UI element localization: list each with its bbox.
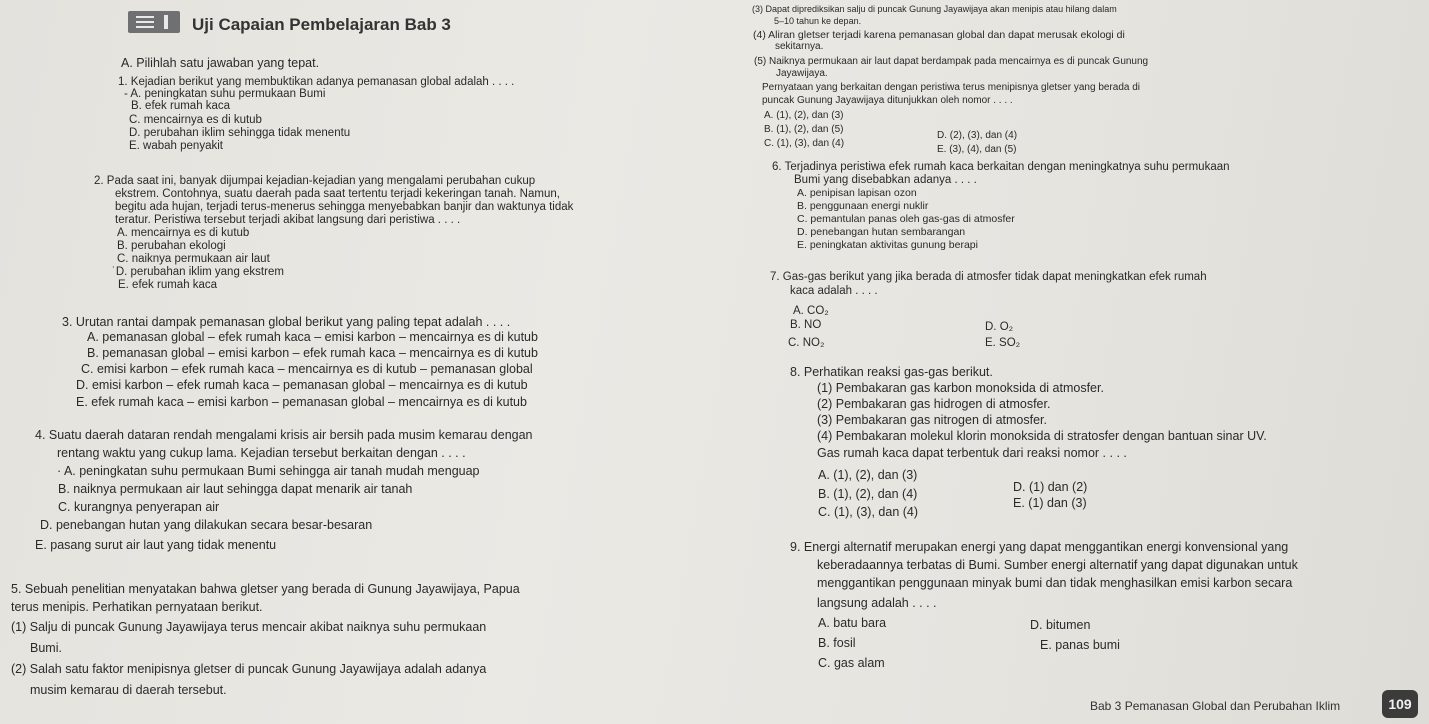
statement-1: (1) Salju di puncak Gunung Jayawijaya terus mencair akibat naiknya suhu permukaan bbox=[11, 620, 487, 634]
reaction-1: (1) Pembakaran gas karbon monoksida di atmosfer. bbox=[817, 381, 1104, 395]
option-a: A. (1), (2), dan (3) bbox=[764, 110, 844, 121]
option-a: A. pemanasan global – efek rumah kaca – emisi karbon – mencairnya es di kutub bbox=[87, 330, 538, 344]
statement-4-cont: sekitarnya. bbox=[775, 41, 824, 52]
option-d: ˙D. perubahan iklim yang ekstrem bbox=[112, 266, 284, 278]
question-line: langsung adalah . . . . bbox=[817, 596, 937, 610]
question-line: 9. Energi alternatif merupakan energi yang dapat menggantikan energi konvensional yang bbox=[790, 540, 1289, 554]
question-stem: 3. Urutan rantai dampak pemanasan global berikut yang paling tepat adalah . . . . bbox=[62, 315, 511, 329]
option-a: A. (1), (2), dan (3) bbox=[818, 468, 918, 482]
option-c: C. NO₂ bbox=[788, 337, 825, 349]
reaction-4: (4) Pembakaran molekul klorin monoksida di stratosfer dengan bantuan sinar UV. bbox=[817, 429, 1267, 443]
question-line: terus menipis. Perhatikan pernyataan berikut. bbox=[11, 600, 263, 614]
option-b: B. penggunaan energi nuklir bbox=[797, 200, 929, 212]
reaction-2: (2) Pembakaran gas hidrogen di atmosfer. bbox=[817, 397, 1051, 411]
question-line: begitu ada hujan, terjadi terus-menerus sehingga menyebabkan banjir dan waktunya tidak bbox=[115, 201, 574, 213]
statement-5-cont: Jayawijaya. bbox=[776, 68, 828, 79]
option-e: E. peningkatan aktivitas gunung berapi bbox=[797, 239, 978, 251]
option-b: B. perubahan ekologi bbox=[117, 240, 226, 252]
question-line: Gas rumah kaca dapat terbentuk dari reaksi nomor . . . . bbox=[817, 446, 1127, 460]
question-line: ekstrem. Contohnya, suatu daerah pada saat tertentu terjadi kekeringan tanah. Namun, bbox=[115, 188, 560, 200]
option-b: B. (1), (2), dan (4) bbox=[818, 487, 918, 501]
option-d: D. penebangan hutan yang dilakukan secara besar-besaran bbox=[40, 518, 373, 532]
option-b: B. efek rumah kaca bbox=[131, 100, 231, 112]
option-c: C. kurangnya penyerapan air bbox=[58, 500, 220, 514]
question-line: teratur. Peristiwa tersebut terjadi akibat langsung dari peristiwa . . . . bbox=[115, 214, 461, 226]
option-a: A. penipisan lapisan ozon bbox=[797, 187, 917, 199]
option-a: A. batu bara bbox=[818, 616, 887, 630]
option-e: E. pasang surut air laut yang tidak menentu bbox=[35, 538, 277, 552]
option-e: E. efek rumah kaca bbox=[118, 279, 218, 291]
option-b: B. naiknya permukaan air laut sehingga dapat menarik air tanah bbox=[58, 482, 413, 496]
reaction-3: (3) Pembakaran gas nitrogen di atmosfer. bbox=[817, 413, 1047, 427]
option-e: E. SO₂ bbox=[985, 337, 1021, 349]
chapter-book-icon bbox=[128, 11, 180, 33]
statement-2-cont: musim kemarau di daerah tersebut. bbox=[30, 683, 227, 697]
option-b: B. pemanasan global – emisi karbon – efek rumah kaca – mencairnya es di kutub bbox=[87, 346, 538, 360]
option-a: A. CO₂ bbox=[793, 305, 829, 317]
statement-3-cont: 5–10 tahun ke depan. bbox=[774, 16, 862, 26]
page-number: 109 bbox=[1382, 690, 1418, 718]
question-line: 2. Pada saat ini, banyak dijumpai kejadian-kejadian yang mengalami perubahan cukup bbox=[94, 175, 536, 187]
statement-5: (5) Naiknya permukaan air laut dapat berdampak pada mencairnya es di puncak Gunung bbox=[754, 56, 1149, 67]
option-b: B. NO bbox=[790, 319, 822, 331]
option-d: D. penebangan hutan sembarangan bbox=[797, 226, 966, 238]
option-a: - A. peningkatan suhu permukaan Bumi bbox=[124, 88, 326, 100]
option-c: C. naiknya permukaan air laut bbox=[117, 253, 270, 265]
question-line: 6. Terjadinya peristiwa efek rumah kaca berkaitan dengan meningkatnya suhu permukaan bbox=[772, 161, 1230, 173]
statement-4: (4) Aliran gletser terjadi karena pemanasan global dan dapat merusak ekologi di bbox=[753, 29, 1125, 41]
question-line: keberadaannya terbatas di Bumi. Sumber energi alternatif yang dapat digunakan untuk bbox=[817, 558, 1298, 572]
statement-3: (3) Dapat diprediksikan salju di puncak Gunung Jayawijaya akan menipis atau hilang dalam bbox=[752, 4, 1117, 14]
statement-2: (2) Salah satu faktor menipisnya gletser di puncak Gunung Jayawijaya adalah adanya bbox=[11, 662, 487, 676]
question-line: Pernyataan yang berkaitan dengan peristiwa terus menipisnya gletser yang berada di bbox=[762, 82, 1141, 93]
option-e: E. (3), (4), dan (5) bbox=[937, 144, 1017, 155]
question-line: Bumi yang disebabkan adanya . . . . bbox=[794, 174, 977, 186]
option-b: B. fosil bbox=[818, 636, 856, 650]
question-line: rentang waktu yang cukup lama. Kejadian tersebut berkaitan dengan . . . . bbox=[57, 446, 466, 460]
option-e: E. (1) dan (3) bbox=[1013, 496, 1087, 510]
section-instruction: A. Pilihlah satu jawaban yang tepat. bbox=[121, 56, 320, 70]
option-e: E. panas bumi bbox=[1040, 638, 1120, 652]
option-a: · A. peningkatan suhu permukaan Bumi sehingga air tanah mudah menguap bbox=[57, 464, 480, 478]
question-stem: 1. Kejadian berikut yang membuktikan adanya pemanasan global adalah . . . . bbox=[118, 76, 515, 88]
option-c: C. (1), (3), dan (4) bbox=[764, 138, 845, 149]
option-a: A. mencairnya es di kutub bbox=[117, 227, 250, 239]
question-line: 7. Gas-gas berikut yang jika berada di atmosfer tidak dapat meningkatkan efek rumah bbox=[770, 271, 1207, 283]
option-d: D. perubahan iklim sehingga tidak menentu bbox=[129, 127, 351, 139]
page-title: Uji Capaian Pembelajaran Bab 3 bbox=[192, 15, 451, 34]
question-line: puncak Gunung Jayawijaya ditunjukkan oleh nomor . . . . bbox=[762, 95, 1013, 106]
option-c: C. gas alam bbox=[818, 656, 885, 670]
option-c: C. pemantulan panas oleh gas-gas di atmosfer bbox=[797, 213, 1015, 225]
question-line: 5. Sebuah penelitian menyatakan bahwa gletser yang berada di Gunung Jayawijaya, Papua bbox=[11, 582, 520, 596]
question-line: kaca adalah . . . . bbox=[790, 285, 878, 297]
option-e: E. efek rumah kaca – emisi karbon – pemanasan global – mencairnya es di kutub bbox=[76, 395, 527, 409]
option-c: C. mencairnya es di kutub bbox=[129, 114, 262, 126]
question-line: 8. Perhatikan reaksi gas-gas berikut. bbox=[790, 365, 993, 379]
chapter-footer: Bab 3 Pemanasan Global dan Perubahan Iklim bbox=[1090, 699, 1341, 713]
option-d: D. O₂ bbox=[985, 321, 1014, 333]
option-d: D. bitumen bbox=[1030, 618, 1091, 632]
option-d: D. emisi karbon – efek rumah kaca – pemanasan global – mencairnya es di kutub bbox=[76, 378, 528, 392]
option-e: E. wabah penyakit bbox=[129, 140, 223, 152]
question-line: 4. Suatu daerah dataran rendah mengalami krisis air bersih pada musim kemarau dengan bbox=[35, 428, 533, 442]
option-c: C. (1), (3), dan (4) bbox=[818, 505, 919, 519]
statement-1-cont: Bumi. bbox=[30, 641, 62, 655]
option-c: C. emisi karbon – efek rumah kaca – mencairnya es di kutub – pemanasan global bbox=[81, 362, 533, 376]
question-line: menggantikan penggunaan minyak bumi dan tidak menghasilkan emisi karbon secara bbox=[817, 576, 1293, 590]
option-d: D. (1) dan (2) bbox=[1013, 480, 1088, 494]
option-b: B. (1), (2), dan (5) bbox=[764, 124, 844, 135]
option-d: D. (2), (3), dan (4) bbox=[937, 130, 1018, 141]
